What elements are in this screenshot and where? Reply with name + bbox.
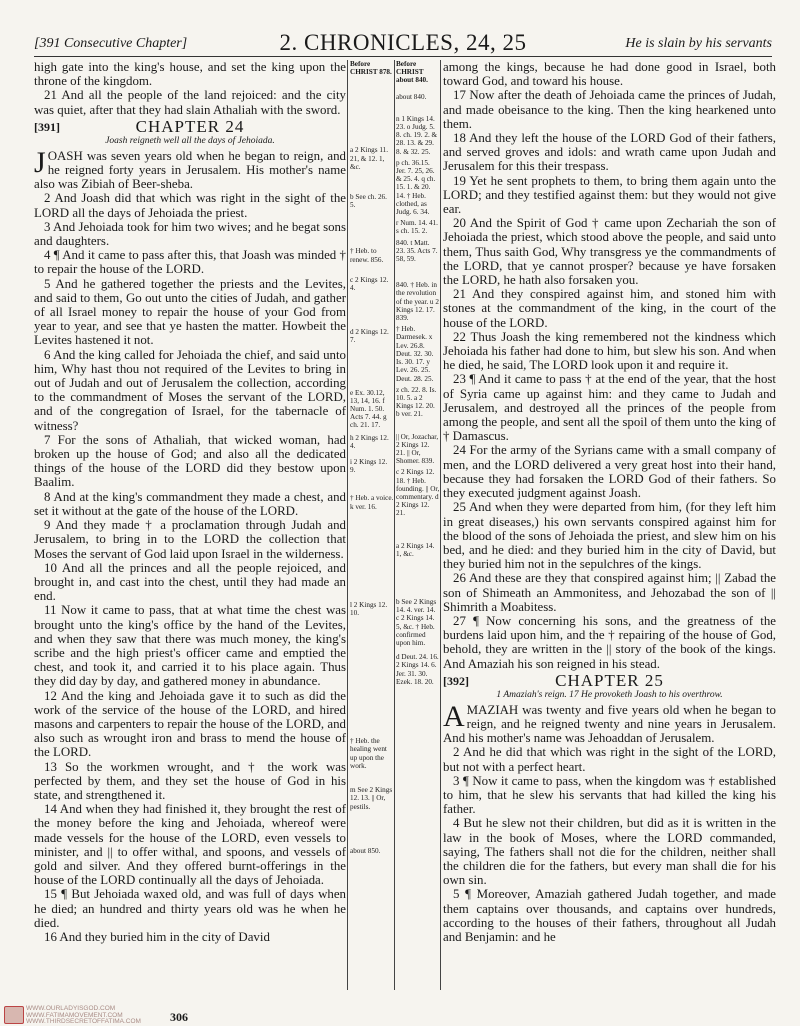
verse-text: 22 Thus Joash the king remembered not the kindness which Jehoiada his father had done to him, but slew his son. And when he died, he said, The LORD look upon it and require it. <box>443 329 776 373</box>
margin-note: c 2 Kings 12. 4. <box>350 275 389 293</box>
verse-text: 5 And he gathered together the priests and the Levites, and said to them, Go out unto the cities of Judah, and gather of all Israel money to repair the house of your God from year to year, and see that ye hasten the matter. Howbeit the Levites hastened it not. <box>34 276 346 348</box>
drop-cap: A <box>443 699 465 733</box>
margin-note: a 2 Kings 11. 21, & 12. 1, &c. <box>350 146 389 171</box>
verse-text: among the kings, because he had done good in Israel, both toward God, and toward his house. <box>443 60 776 89</box>
margin-note: z ch. 22. 8. Is. 10. 5. a 2 Kings 12. 20. b ver. 21. <box>396 385 437 419</box>
margin-note: d 2 Kings 12. 7. <box>350 328 389 345</box>
margin-note: † Heb. the healing went up upon the work. <box>350 737 387 770</box>
chapter-summary: 1 Amaziah's reign. 17 He provoketh Joash to his overthrow. <box>496 689 723 700</box>
verse-text: 3 And Jehoiada took for him two wives; and he begat sons and daughters. <box>34 219 346 249</box>
verse-text: 13 So the workmen wrought, and † the work was perfected by them, and they set the house of God in his state, and strengthened it. <box>34 759 346 802</box>
verse-text: 11 Now it came to pass, that at what time the chest was brought unto the king's office by the hand of the Levites, and when they saw that there was much money, the king's scribe and the high priest's officer came and emptied the chest, and took it, and carried it to his place again. Thus they did day by day, and gathered money in abundance. <box>34 603 346 689</box>
website-link: WWW.OURLADYISGOD.COM <box>26 1005 116 1012</box>
publisher-logo-icon <box>4 1006 24 1024</box>
verse-text: 4 But he slew not their children, but did as it is written in the law in the book of Moses, where the LORD commanded, saying, The fathers shall not die for the children, neither shall the children die for the fathers, but every man shall die for his own sin. <box>443 816 776 888</box>
verse-text: 27 ¶ Now concerning his sons, and the greatness of the burdens laid upon him, and the † repairing of the house of God, behold, they are written in the || story of the book of the kings. And Amaziah his son reigned in his stead. <box>443 613 776 671</box>
chapter-heading <box>34 118 346 136</box>
margin-note: Before CHRIST 878. <box>350 60 392 77</box>
margin-note: e Ex. 30.12, 13, 14, 16. f Num. 1. 50. Acts 7. 44. g ch. 21. 17. <box>350 388 387 430</box>
book-chapter-title: 2. CHRONICLES, 24, 25 <box>279 30 527 55</box>
margin-note: 840. t Matt. 23. 35. Acts 7. 58, 59. <box>396 238 438 264</box>
verse-text: 2 And he did that which was right in the sight of the LORD, but not with a perfect heart. <box>443 745 776 774</box>
opening-verse <box>34 145 346 192</box>
verse-text: 12 And the king and Jehoiada gave it to such as did the work of the service of the house of the LORD, and hired masons and carpenters to repair the house of the LORD, and also such as wrought iron and brass to mend the house of the LORD. <box>34 688 346 760</box>
verse-text: 4 ¶ And it came to pass after this, that Joash was minded † to repair the house of the LORD. <box>34 248 346 277</box>
margin-note: p ch. 36.15. Jer. 7. 25, 26. & 25. 4. q ch. 15. 1. & 20. 14. † Heb. clothed, as Judg. 6. 34. <box>396 158 436 217</box>
margin-note: || Or, Jozachar, 2 Kings 12. 21. || Or, Shomer. 839. <box>396 432 439 466</box>
running-head-summary: He is slain by his servants <box>625 36 772 51</box>
margin-references-left <box>350 60 394 990</box>
margin-note: b See 2 Kings 14. 4. ver. 14. c 2 Kings 14. 5, &c. † Heb. confirmed upon him. <box>396 597 437 647</box>
column-divider <box>394 60 395 990</box>
right-text-column <box>443 60 776 990</box>
margin-references-right <box>396 60 440 990</box>
chapter-number: [391] <box>34 119 60 134</box>
column-divider <box>440 60 441 990</box>
verse-text: 23 ¶ And it came to pass † at the end of the year, that the host of Syria came up against him: and they came to Judah and Jerusalem, and destroyed all the princes of the people from among the people, and sent all the spoil of them unto the king of † Damascus. <box>443 372 776 444</box>
page-number: 306 <box>170 1010 188 1024</box>
chapter-summary: Joash reigneth well all the days of Jehoiada. <box>105 135 275 146</box>
verse-text: 9 And they made † a proclamation through Judah and Jerusalem, to bring in to the LORD the collection that Moses the servant of God laid upon Israel in the wilderness. <box>34 518 346 561</box>
margin-note: l 2 Kings 12. 10. <box>350 600 388 618</box>
verse-text: 24 For the army of the Syrians came with a small company of men, and the LORD delivered a very great host into their hand, because they had forsaken the LORD God of their fathers. So they executed judgment against Joash. <box>443 443 776 501</box>
verse-text: 6 And the king called for Jehoiada the chief, and said unto him, Why hast thou not required of the Levites to bring in out of Judah and out of Jerusalem the collection, according to the commandment of Moses the servant of the LORD, and of the congregation of Israel, for the tabernacle of witness? <box>34 347 346 433</box>
verse-text: 15 ¶ But Jehoiada waxed old, and was full of days when he died; an hundred and thirty years old was he when he died. <box>34 887 346 930</box>
verse-text: 21 And all the people of the land rejoiced: and the city was quiet, after that they had slain Athaliah with the sword. <box>34 88 346 117</box>
margin-note: Before CHRIST about 840. <box>396 60 428 85</box>
verse-text: 14 And when they had finished it, they brought the rest of the money before the king and Jehoiada, whereof were made vessels for the house of the LORD, even vessels to minister, and || to offer withal, and spoons, and vessels of gold and silver. And they offered burnt-offerings in the house of the LORD continually all the days of Jehoiada. <box>34 802 346 888</box>
website-link: WWW.FATIMAMOVEMENT.COM <box>26 1011 123 1019</box>
drop-cap: J <box>34 145 46 179</box>
verse-text: 20 And the Spirit of God † came upon Zechariah the son of Jehoiada the priest, which stood above the people, and said unto them, Thus saith God, Why transgress ye the commandments of the LORD, that ye cannot prosper? because ye have forsaken the LORD, he hath also forsaken you. <box>443 216 776 288</box>
chapter-number: [392] <box>443 673 469 688</box>
margin-note: c 2 Kings 12. 18. † Heb. founding. || Or, commentary. d 2 Kings 12. 21. <box>396 468 440 518</box>
margin-note: d Deut. 24. 16. 2 Kings 14. 6. Jer. 31. 30. Ezek. 18. 20. <box>396 653 439 686</box>
left-text-column <box>34 60 346 990</box>
verse-text: high gate into the king's house, and set the king upon the throne of the kingdom. <box>34 60 346 89</box>
chapter-title: CHAPTER 25 <box>555 670 664 690</box>
verse-text: 7 For the sons of Athaliah, that wicked woman, had broken up the house of God; and also all the dedicated things of the house of the LORD did they bestow upon Baalim. <box>34 432 346 490</box>
margin-note: h 2 Kings 12. 4. <box>350 433 389 450</box>
margin-note: about 850. <box>350 846 381 855</box>
verse-text: 10 And all the princes and all the people rejoiced, and brought in, and cast into the chest, until they had made an end. <box>34 560 346 604</box>
opening-verse <box>443 699 776 746</box>
margin-note: m See 2 Kings 12. 13. || Or, pestils. <box>350 786 393 811</box>
verse-text: 2 And Joash did that which was right in the sight of the LORD all the days of Jehoiada the priest. <box>34 191 346 220</box>
page-header <box>34 30 772 57</box>
verse-text: MAZIAH was twenty and five years old when he began to reign, and he reigned twenty and nine years in Jerusalem. And his mother's name was Jehoaddan of Jerusalem. <box>443 702 776 746</box>
margin-note: n 1 Kings 14. 23. o Judg. 5. 8. ch. 19. 2. & 28. 13. & 29. 8. & 32. 25. <box>396 114 438 156</box>
margin-note: i 2 Kings 12. 9. <box>350 458 388 475</box>
verse-text: 3 ¶ Now it came to pass, when the kingdom was † established to him, that he slew his servants that had killed the king his father. <box>443 773 776 817</box>
verse-text: 16 And they buried him in the city of David <box>44 929 270 944</box>
margin-note: b See ch. 26. 5. <box>350 193 387 210</box>
verse-text: 26 And these are they that conspired against him; || Zabad the son of Shimeath an Ammonitess, and Jehozabad the son of || Shimrith a Moabitess. <box>443 571 776 614</box>
verse-text: 18 And they left the house of the LORD God of their fathers, and served groves and idols: and wrath came upon Judah and Jerusalem for this their trespass. <box>443 131 776 174</box>
margin-note: r Num. 14. 41. s ch. 15. 2. <box>396 219 438 236</box>
margin-note: 840. † Heb. in the revolution of the year. u 2 Kings 12. 17. 839. <box>396 281 439 323</box>
verse-text: OASH was seven years old when he began to reign, and he reigned forty years in Jerusalem. His mother's name also was Zibiah of Beer-sheba. <box>34 148 346 192</box>
margin-note: † Heb. to renew. 856. <box>350 247 384 264</box>
margin-note: about 840. <box>396 92 427 101</box>
verse-text: 17 Now after the death of Jehoiada came the princes of Judah, and made obeisance to the king. Then the king hearkened unto them. <box>443 88 776 131</box>
column-divider <box>347 60 348 990</box>
footer-websites <box>26 1006 141 1026</box>
chapter-title: CHAPTER 24 <box>135 116 245 136</box>
verse-text: 8 And at the king's commandment they made a chest, and set it without at the gate of the house of the LORD. <box>34 489 346 518</box>
verse-text: 5 ¶ Moreover, Amaziah gathered Judah together, and made them captains over thousands, and captains over hundreds, according to the houses of their fathers, throughout all Judah and Benjamin: and he <box>443 887 776 944</box>
chapter-heading <box>443 672 776 690</box>
verse-text: 21 And they conspired against him, and stoned him with stones at the commandment of the king, in the court of the house of the LORD. <box>443 287 776 330</box>
margin-note: † Heb. a voice. k ver. 16. <box>350 494 394 511</box>
margin-note: † Heb. Darmesek. x Lev. 26.8. Deut. 32. 30. Is. 30. 17. y Lev. 26. 25. Deut. 28. 25. <box>396 325 434 383</box>
website-link: WWW.THIRDSECRETOFFATIMA.COM <box>26 1018 141 1026</box>
consecutive-chapter-label: [391 Consecutive Chapter] <box>34 36 188 51</box>
margin-note: a 2 Kings 14. 1, &c. <box>396 541 435 558</box>
verse-text: 19 Yet he sent prophets to them, to bring them again unto the LORD; and they testified against them: but they would not give ear. <box>443 173 776 217</box>
verse-text: 25 And when they were departed from him, (for they left him in great diseases,) his own servants conspired against him for the blood of the sons of Jehoiada the priest, and slew him on his bed, and he died: and they buried him in the city of David, but they buried him not in the sepulchres of the kings. <box>443 500 776 572</box>
